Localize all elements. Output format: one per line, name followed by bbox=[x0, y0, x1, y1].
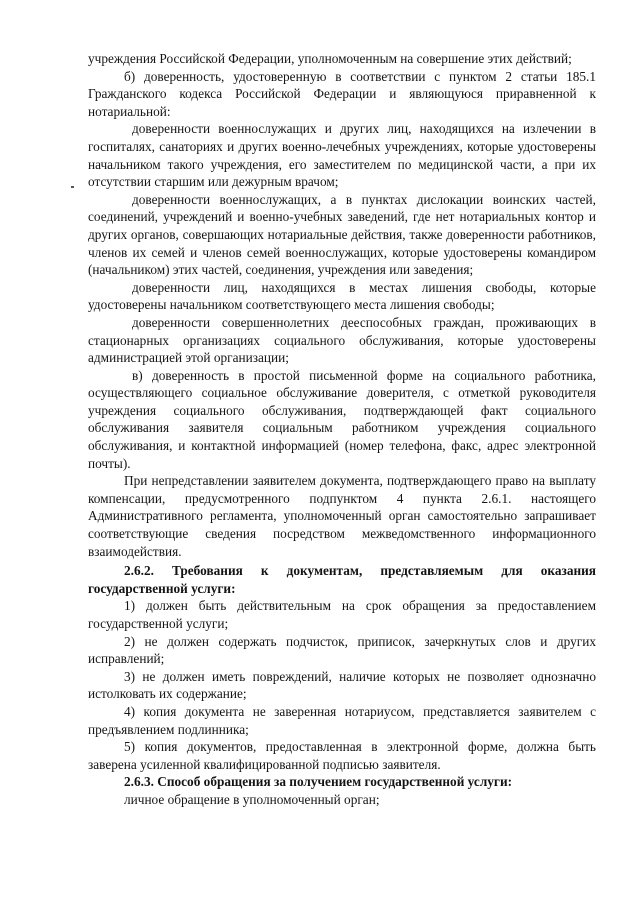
paragraph-military-hospital: доверенности военнослужащих и других лиц, находящихся на излечении в госпиталях, санаториях и других военно-лечебных учреждениях, которые удостоверены начальником такого учреждения, его заместителем по медицинской части, а при их отсутствии старшим или дежурным врачом; bbox=[88, 121, 596, 190]
paragraph-item-b: б) доверенность, удостоверенную в соответствии с пунктом 2 статьи 185.1 Гражданского кодекса Российской Федерации и являющуюся приравненной к нотариальной: bbox=[88, 68, 596, 119]
paragraph-prison: доверенности лиц, находящихся в местах лишения свободы, которые удостоверены начальником соответствующего места лишения свободы; bbox=[88, 279, 596, 313]
paragraph-item-v: в) доверенность в простой письменной форме на социального работника, осуществляющего социальное обслуживание доверителя, с отметкой руководителя учреждения социального обслуживания, подтверждающей факт социального обслуживания заявителя социальным работником учреждения социального обслуживания, и контактной информацией (номер телефона, факс, адрес электронной почты). bbox=[88, 367, 596, 471]
heading-2-6-2: 2.6.2. Требования к документам, представляемым для оказания государственной услуги: bbox=[88, 563, 596, 596]
requirement-1: 1) должен быть действительным на срок обращения за предоставлением государственной услуги; bbox=[88, 598, 596, 631]
paragraph-continuation: учреждения Российской Федерации, уполномоченным на совершение этих действий; bbox=[88, 51, 572, 66]
requirement-3: 3) не должен иметь повреждений, наличие которых не позволяет однозначно истолковать их содержание; bbox=[88, 668, 596, 702]
paragraph-non-submission: При непредставлении заявителем документа, подтверждающего право на выплату компенсации, предусмотренного подпунктом 4 пункта 2.6.1. настоящего Административного регламента, уполномоченный орган самостоятельно запрашивает соответствующие сведения посредством межведомственного информационного взаимодействия. bbox=[88, 473, 596, 559]
requirement-5: 5) копия документов, предоставленная в электронной форме, должна быть заверена усиленной квалифицированной подписью заявителя. bbox=[88, 739, 596, 772]
heading-2-6-3: 2.6.3. Способ обращения за получением государственной услуги: bbox=[124, 774, 513, 790]
requirement-4: 4) копия документа не заверенная нотариусом, представляется заявителем с предъявлением подлинника; bbox=[88, 703, 596, 737]
document-body bbox=[88, 50, 596, 809]
requirement-2: 2) не должен содержать подчисток, приписок, зачеркнутых слов и других исправлений; bbox=[88, 633, 596, 667]
paragraph-military-units: доверенности военнослужащих, а в пунктах дислокации воинских частей, соединений, учреждений и военно-учебных заведений, где нет нотариальных контор и других органов, совершающих нотариальные действия, также доверенности работников, членов их семей и членов семей военнослужащих, которые удостоверены командиром (начальником) этих частей, соединения, учреждения или заведения; bbox=[88, 191, 596, 278]
paragraph-personal-appeal: личное обращение в уполномоченный орган; bbox=[124, 791, 380, 807]
paragraph-social-residents: доверенности совершеннолетних дееспособных граждан, проживающих в стационарных организациях социального обслуживания, которые удостоверены администрацией этой организации; bbox=[88, 314, 596, 366]
margin-mark bbox=[71, 186, 74, 188]
